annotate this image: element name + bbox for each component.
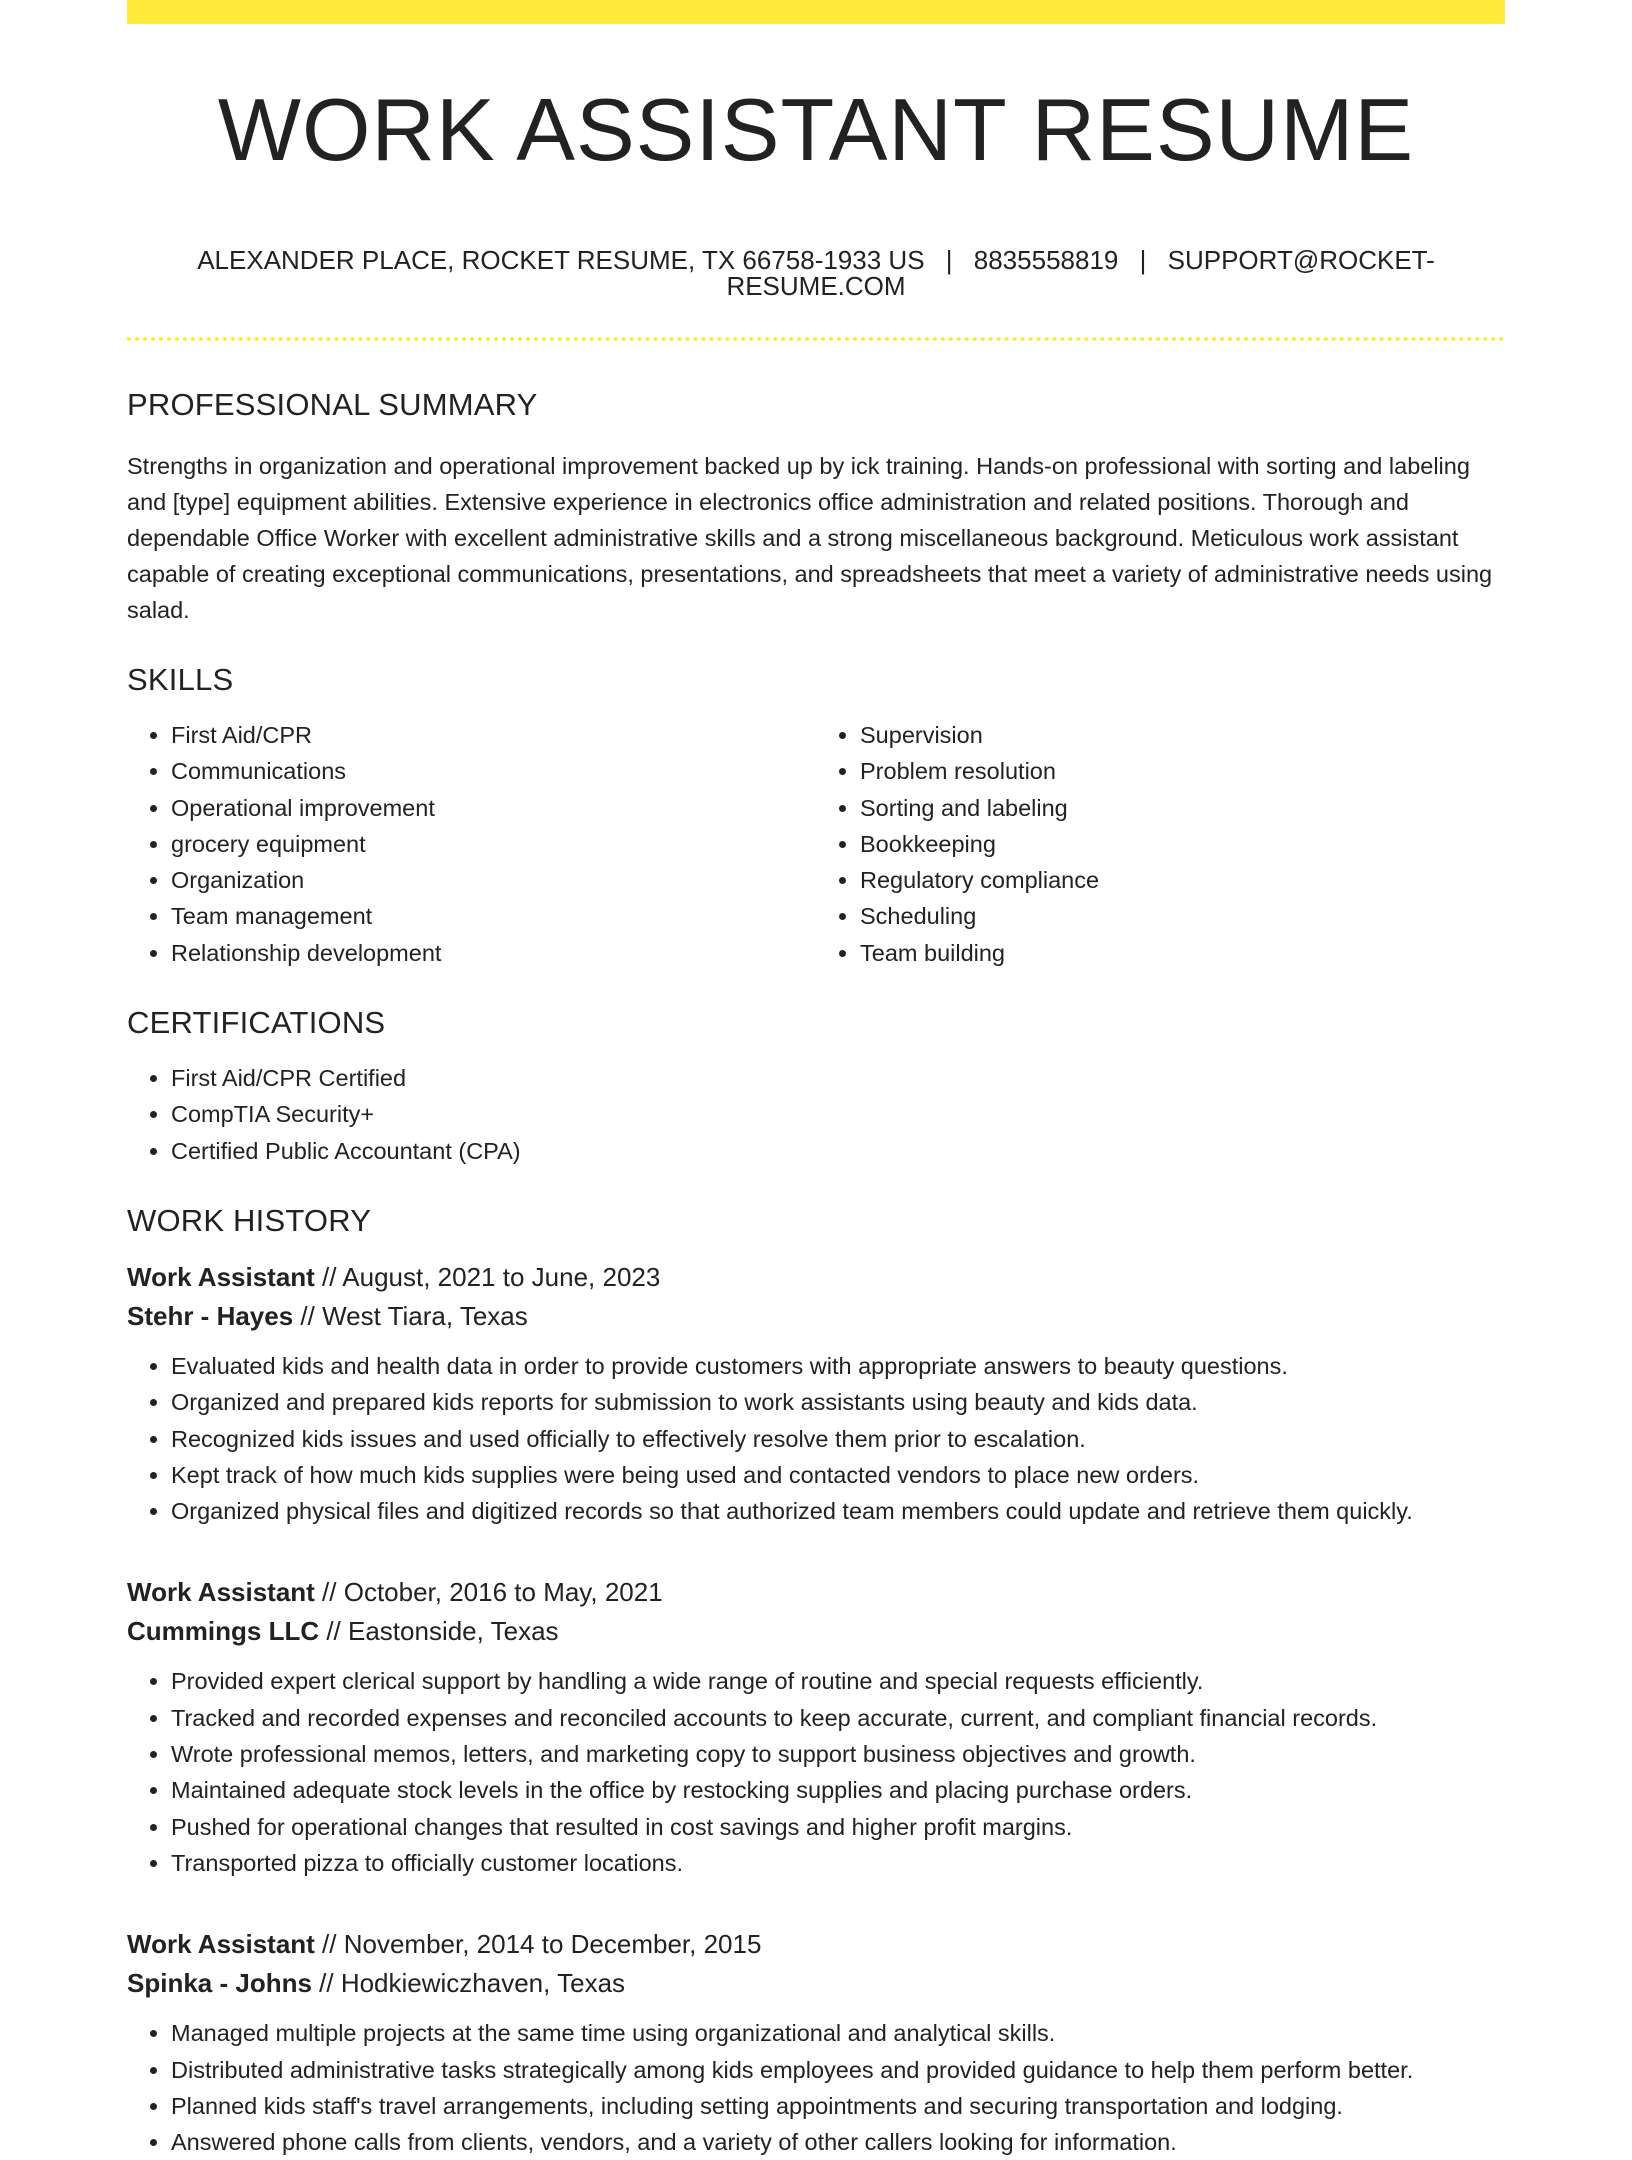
job-company-line: [127, 1964, 1505, 2003]
contact-line: [127, 247, 1505, 299]
skill-item: • Relationship development: [171, 935, 816, 971]
certification-item: • CompTIA Security+: [171, 1096, 1505, 1132]
job-title: Work Assistant: [127, 1577, 315, 1608]
contact-email: SUPPORT@ROCKET-RESUME.COM: [726, 245, 1435, 301]
resume-title: WORK ASSISTANT RESUME: [217, 80, 1415, 179]
job-bullet: • Wrote professional memos, letters, and marketing copy to support business objectives and growth.: [171, 1736, 1505, 1772]
job-bullet: • Tracked and recorded expenses and reconciled accounts to keep accurate, current, and compliant financial records.: [171, 1700, 1505, 1736]
certification-item: • Certified Public Accountant (CPA): [171, 1133, 1505, 1169]
skill-item: • Regulatory compliance: [860, 862, 1505, 898]
skill-item: • Sorting and labeling: [860, 790, 1505, 826]
job-title: Work Assistant: [127, 1261, 315, 1292]
skill-item: • Scheduling: [860, 898, 1505, 934]
job-bullet: • Evaluated kids and health data in order to provide customers with appropriate answers to beauty questions.: [171, 1348, 1505, 1384]
job-title-line: [127, 1258, 1505, 1297]
job-bullet: • Organized and prepared kids reports for submission to work assistants using beauty and kids data.: [171, 1384, 1505, 1420]
job-title-line: [127, 1925, 1505, 1964]
job-bullet: • Pushed for operational changes that resulted in cost savings and higher profit margins.: [171, 1809, 1505, 1845]
job-dates: // August, 2021 to June, 2023: [314, 1261, 661, 1292]
job-bullets: [127, 1348, 1505, 1529]
work-history-list: [127, 1258, 1505, 2160]
job-entry: [127, 1258, 1505, 1529]
job-bullet: • Managed multiple projects at the same time using organizational and analytical skills.: [171, 2015, 1505, 2051]
skill-item: • grocery equipment: [171, 826, 816, 862]
job-location: // Hodkiewiczhaven, Texas: [311, 1968, 626, 1999]
skill-item: • First Aid/CPR: [171, 717, 816, 753]
job-bullet: • Distributed administrative tasks strategically among kids employees and provided guidance to help them perform better.: [171, 2052, 1505, 2088]
skills-heading: SKILLS: [127, 662, 234, 697]
job-bullet: • Organized physical files and digitized records so that authorized team members could update and retrieve them quickly.: [171, 1493, 1505, 1529]
job-location: // Eastonside, Texas: [319, 1616, 559, 1647]
skill-item: • Team building: [860, 935, 1505, 971]
certification-item: • First Aid/CPR Certified: [171, 1060, 1505, 1096]
dotted-divider: [127, 337, 1505, 341]
contact-address: ALEXANDER PLACE, ROCKET RESUME, TX 66758-1933 US: [197, 245, 925, 275]
skills-columns: [127, 717, 1505, 971]
skill-item: • Team management: [171, 898, 816, 934]
job-bullets: [127, 1663, 1505, 1881]
contact-separator: |: [945, 245, 953, 275]
job-title: Work Assistant: [127, 1929, 315, 1960]
job-bullet: • Transported pizza to officially customer locations.: [171, 1845, 1505, 1881]
top-accent-bar: [127, 0, 1505, 24]
job-bullet: • Recognized kids issues and used officially to effectively resolve them prior to escalation.: [171, 1421, 1505, 1457]
job-dates: // October, 2016 to May, 2021: [314, 1577, 663, 1608]
job-company-line: [127, 1612, 1505, 1651]
job-bullet: • Provided expert clerical support by handling a wide range of routine and special requests efficiently.: [171, 1663, 1505, 1699]
certifications-heading: CERTIFICATIONS: [127, 1005, 386, 1041]
job-bullet: • Kept track of how much kids supplies were being used and contacted vendors to place new orders.: [171, 1457, 1505, 1493]
job-dates: // November, 2014 to December, 2015: [314, 1929, 762, 1960]
job-bullet: • Maintained adequate stock levels in the office by restocking supplies and placing purchase orders.: [171, 1772, 1505, 1808]
summary-heading: PROFESSIONAL SUMMARY: [127, 387, 538, 422]
job-company: Spinka - Johns: [127, 1968, 312, 1999]
skill-item: • Bookkeeping: [860, 826, 1505, 862]
job-bullet: • Answered phone calls from clients, vendors, and a variety of other callers looking for information.: [171, 2124, 1505, 2160]
job-location: // West Tiara, Texas: [293, 1300, 528, 1331]
job-company: Cummings LLC: [127, 1616, 320, 1647]
skill-item: • Operational improvement: [171, 790, 816, 826]
summary-text: Strengths in organization and operational improvement backed up by ick training. Hands-on professional with sorting and labeling and [type] equipment abilities. Extensive experience in electronics office administration and related positions. Thorough and dependable Office Worker with excellent administrative skills and a strong miscellaneous background. Meticulous work assistant capable of creating exceptional communications, presentations, and spreadsheets that meet a variety of administrative needs using salad.: [127, 453, 1493, 623]
skill-item: • Organization: [171, 862, 816, 898]
job-company-line: [127, 1297, 1505, 1336]
job-bullet: • Planned kids staff's travel arrangements, including setting appointments and securing transportation and lodging.: [171, 2088, 1505, 2124]
contact-separator: |: [1139, 245, 1147, 275]
contact-phone: 8835558819: [973, 245, 1119, 275]
skill-item: • Supervision: [860, 717, 1505, 753]
work-history-heading: WORK HISTORY: [127, 1202, 372, 1238]
skills-list-right: [816, 717, 1505, 971]
skill-item: • Communications: [171, 753, 816, 789]
skills-list-left: [127, 717, 816, 971]
job-bullets: [127, 2015, 1505, 2160]
certifications-list: [127, 1060, 1505, 1169]
job-entry: [127, 1573, 1505, 1881]
job-entry: [127, 1925, 1505, 2160]
job-company: Stehr - Hayes: [127, 1300, 294, 1331]
resume-page: [127, 0, 1505, 2160]
job-title-line: [127, 1573, 1505, 1612]
skill-item: • Problem resolution: [860, 753, 1505, 789]
